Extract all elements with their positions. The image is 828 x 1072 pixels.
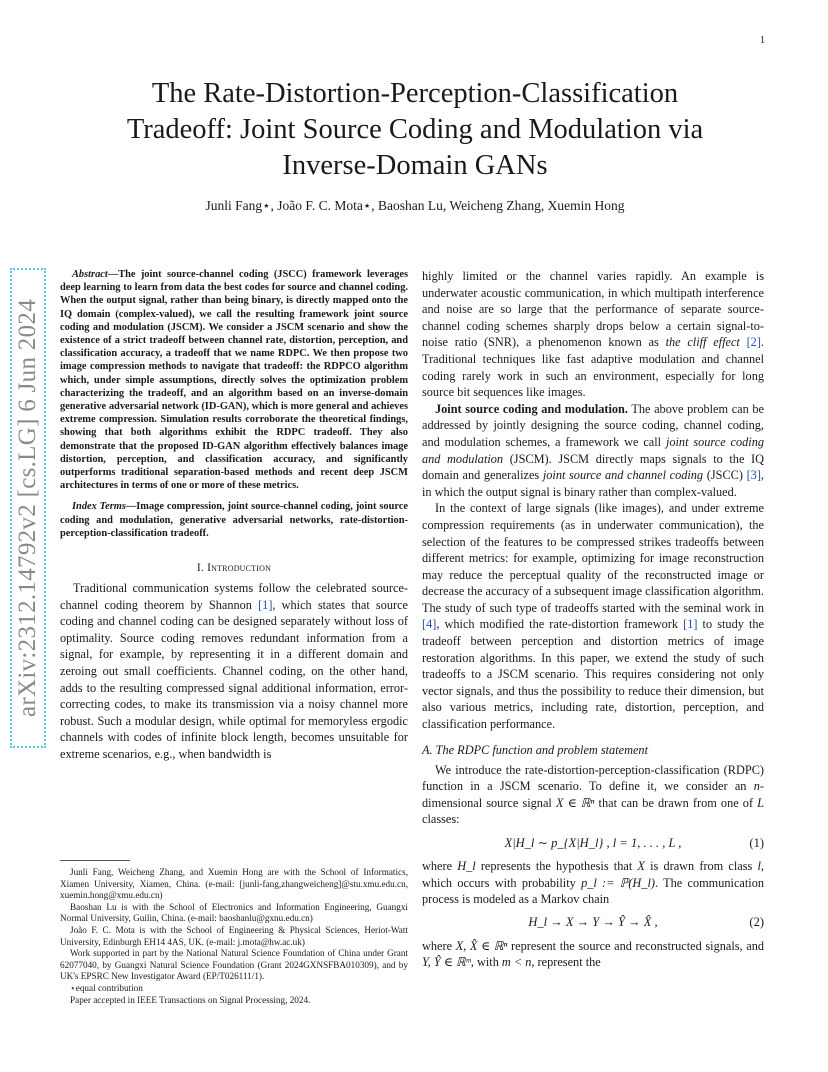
- body-text: represents the hypothesis that: [475, 859, 638, 873]
- body-italic: joint source and channel coding: [542, 468, 704, 483]
- body-text: (JSCM). JSCM directly maps signals to the IQ domain and generalizes: [422, 451, 764, 483]
- subsection-title: A. The RDPC function and problem statement: [422, 742, 648, 757]
- body-text: classes:: [422, 812, 460, 827]
- body-text: , with: [470, 955, 502, 970]
- footnote: Junli Fang, Weicheng Zhang, and Xuemin Hong are with the School of Informatics, Xiamen University, Xiamen, China. (e-mail: [junli-fang,zhangweicheng]@stu.xmu.edu.cn, xuemin.hong@xmu.edu.cn): [60, 867, 408, 901]
- abstract: [60, 268, 408, 492]
- intro-text: , which states that source coding and channel coding can be designed separately without loss of optimality. Source coding removes redundant information from a signal, for example, by representing it in a different domain and zeroing out small coefficients. Channel coding, on the other hand, adds to the resulting compressed signal additional information, error-correcting codes, to make its transmission via a noisy channel more robust. Such a modular design, while optimal for memoryless ergodic channels with codes of infinite block length, becomes unsuitable for extreme scenarios, e.g., when bandwidth is: [60, 597, 408, 761]
- body-paragraph: [422, 500, 764, 732]
- page-number: 1: [760, 35, 765, 46]
- math-inline: l: [757, 859, 761, 873]
- title-line: Tradeoff: Joint Source Coding and Modulation via: [126, 114, 704, 145]
- citation-link[interactable]: [3]: [746, 468, 761, 483]
- body-text: . The communication process is modeled as a Markov chain: [422, 875, 764, 907]
- title-line: The Rate-Distortion-Perception-Classification: [151, 78, 679, 109]
- footnote-rule: [60, 860, 130, 861]
- citation-link[interactable]: [1]: [258, 597, 273, 612]
- abstract-text: —The joint source-channel coding (JSCC) framework leverages deep learning to learn from data the best codes for source and channel coding. When the output signal, rather than being binary, is directly mapped onto the IQ domain (complex-valued), we call the resulting framework joint source coding and modulation (JSCM). We consider a JSCM scenario and show the existence of a strict tradeoff between channel rate, distortion, perception, and classification accuracy, a tradeoff that we name RDPC. We then propose two image compression methods to navigate that tradeoff: the RDPCO algorithm which, under simple assumptions, directly solves the optimization problem characterizing the tradeoff, and an algorithm based on an inverse-domain generative adversarial network (ID-GAN), which is more general and achieves extreme compression. Simulation results corroborate the theoretical findings, showing that both algorithms exhibit the RDPC tradeoff. They also demonstrate that the proposed ID-GAN algorithm effectively balances image distortion, perception, and classification accuracy, and significantly outperforms traditional separation-based methods and recent deep JSCM architectures in terms of one or more of these metrics.: [60, 269, 408, 492]
- equation-1: [422, 830, 764, 856]
- intro-text: Traditional communication systems follow the celebrated source-channel coding theorem by Shannon: [60, 581, 408, 612]
- equation-2: [422, 910, 764, 936]
- body-text: (JSCC): [703, 468, 747, 483]
- citation-link[interactable]: [2]: [746, 335, 761, 350]
- body-text: is drawn from class: [644, 859, 758, 873]
- math-inline: n: [753, 779, 760, 794]
- body-text: We introduce the rate-distortion-perception-classification (RDPC) function in a JSCM scenario. To define it, we consider an: [422, 762, 764, 794]
- footnote: Paper accepted in IEEE Transactions on Signal Processing, 2024.: [70, 994, 311, 1005]
- footnote: Baoshan Lu is with the School of Electronics and Information Engineering, Guangxi Normal University, Guilin, China. (e-mail: baoshanlu@gxnu.edu.cn): [60, 901, 408, 924]
- body-text: , which modified the rate-distortion framework: [436, 617, 684, 632]
- footnote: ⋆equal contribution: [70, 982, 143, 993]
- index-terms-text: —Image compression, joint source-channel coding, joint source coding and modulation, generative adversarial networks, rate-distortion-perception-classification tradeoff.: [60, 501, 408, 539]
- body-paragraph: [422, 938, 764, 971]
- body-text: where: [422, 859, 458, 873]
- equation-expression: H_l → X → Y → Ŷ → X̂ ,: [528, 915, 658, 930]
- body-italic: the cliff effect: [665, 335, 740, 350]
- right-column: [422, 268, 764, 971]
- index-terms: [60, 500, 408, 540]
- body-text: where: [422, 938, 456, 953]
- citation-link[interactable]: [4]: [422, 617, 437, 632]
- section-title: I. Introduction: [196, 562, 272, 575]
- footnote: João F. C. Mota is with the School of Engineering & Physical Sciences, Heriot-Watt University, Edinburgh EH14 4AS, UK. (e-mail: j.mota@hw.ac.uk): [60, 924, 408, 947]
- body-text: . Traditional techniques like fast adaptive modulation and channel coding rarely work in such an environment, especially for long source bit sequences like images.: [422, 335, 764, 400]
- body-text: to study the tradeoff between perception and distortion metrics of image restoration algorithms. In this paper, we extend the study of such tradeoffs to a JSCM scenario. This requires considering not only vector signals, and thus the possibility to reduce their dimension, but also various metrics, including rate, distortion, perception, and classification performance.: [422, 617, 764, 732]
- equation-expression: X|H_l ∼ p_{X|H_l} , l = 1, . . . , L ,: [504, 836, 682, 850]
- math-inline: p_l := ℙ(H_l): [581, 875, 655, 890]
- title-line: Inverse-Domain GANs: [282, 150, 548, 181]
- body-text: In the context of large signals (like images), and under extreme compression requirements (as in underwater communication), the selection of the features to be compressed strikes tradeoffs between different metrics: for example, optimizing for image reconstruction may reduce the perceptual quality of the reconstructed image or decrease the accuracy of a subsequent image classification algorithm. The study of such type of tradeoffs started with the seminal work in: [422, 501, 764, 615]
- body-paragraph: [422, 858, 764, 908]
- math-inline: X: [637, 859, 645, 873]
- citation-link[interactable]: [1]: [683, 617, 698, 632]
- body-text: , in which the output signal is binary rather than complex-valued.: [422, 468, 764, 499]
- paragraph-lead: Joint source coding and modulation.: [435, 401, 628, 416]
- body-text: highly limited or the channel varies rapidly. An example is underwater acoustic communication, in which multipath interference and noise are so large that the performance of separate source-channel coding schemes sharply drops below a certain signal-to-noise ratio (SNR), a phenomenon known as: [422, 269, 764, 350]
- math-inline: X ∈ ℝⁿ: [555, 795, 595, 810]
- abstract-label: Abstract: [72, 269, 108, 280]
- body-text: [740, 335, 747, 349]
- body-text: -dimensional source signal: [422, 779, 764, 810]
- footnote: Work supported in part by the National Natural Science Foundation of China under Grant 62077040, by Guangxi Natural Science Foundation (Grant 2024GXNSFBA010309), and by UK's EPSRC New Investigator Award (EP/T026111/1).: [60, 948, 408, 982]
- body-paragraph: [422, 268, 764, 401]
- left-column: [60, 268, 408, 763]
- index-terms-label: Index Terms: [72, 501, 126, 513]
- equation-number: (2): [749, 915, 764, 930]
- body-text: that can be drawn from one of: [594, 795, 758, 810]
- arxiv-stamp-text: arXiv:2312.14792v2 [cs.LG] 6 Jun 2024: [14, 299, 41, 717]
- body-text: , which occurs with probability: [422, 859, 764, 890]
- body-paragraph: [422, 762, 764, 828]
- body-paragraph: [422, 401, 764, 501]
- paper-title: [70, 76, 760, 184]
- math-inline: X, X̂ ∈ ℝⁿ: [455, 938, 508, 953]
- math-inline: m < n: [501, 955, 532, 970]
- body-text: represent the source and reconstructed signals, and: [507, 938, 764, 953]
- math-inline: L: [757, 795, 765, 810]
- body-italic: joint source coding and modulation: [422, 434, 764, 466]
- intro-paragraph: [60, 580, 408, 763]
- body-text: , represent the: [531, 955, 601, 970]
- arxiv-stamp: [10, 268, 46, 748]
- math-inline: Y, Ŷ ∈ ℝᵐ: [422, 955, 471, 970]
- math-inline: H_l: [457, 859, 476, 873]
- authors: Junli Fang⋆, João F. C. Mota⋆, Baoshan Lu, Weicheng Zhang, Xuemin Hong: [205, 198, 625, 213]
- footnotes: [60, 852, 408, 1006]
- body-text: The above problem can be addressed by jointly designing the source coding, channel coding, and modulation schemes, a framework we call: [422, 401, 764, 449]
- equation-number: (1): [749, 835, 764, 850]
